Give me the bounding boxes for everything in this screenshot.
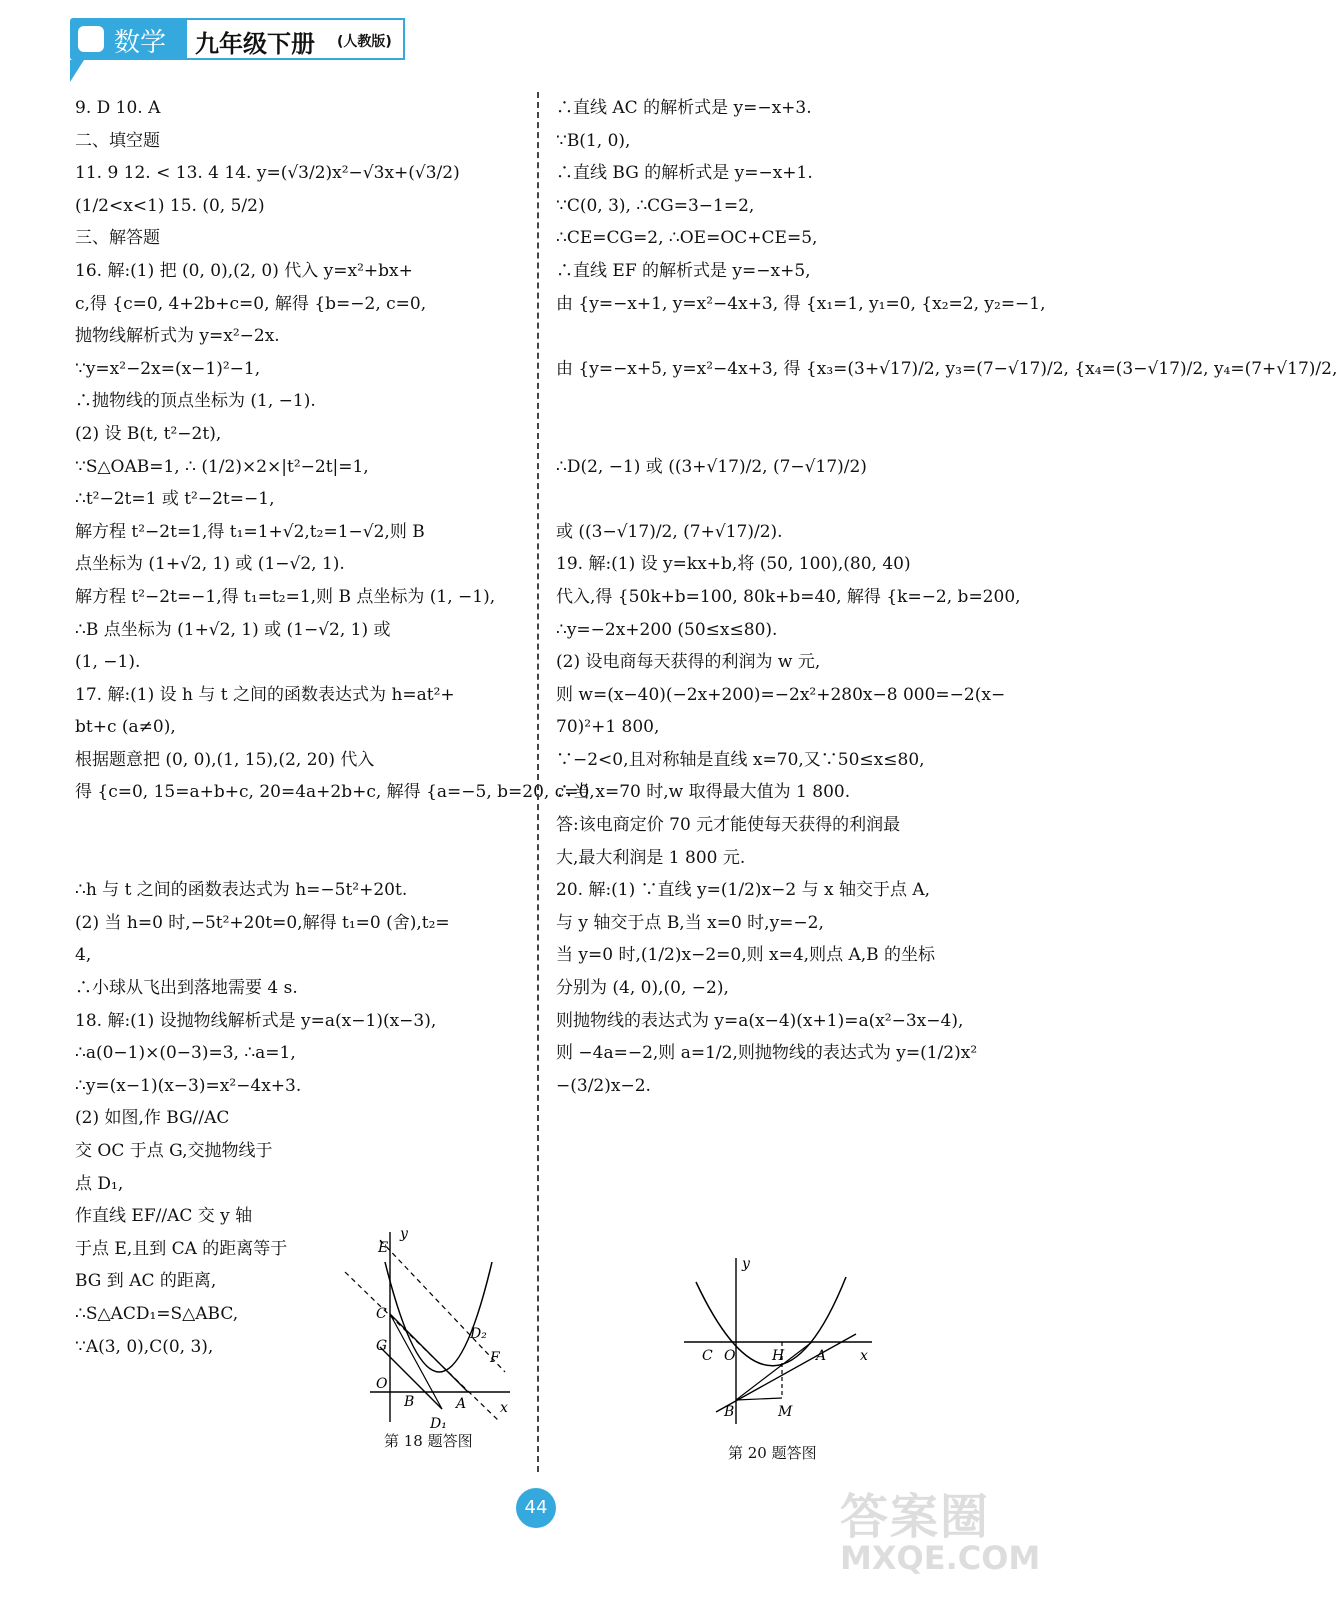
text-line: ∵−2<0,且对称轴是直线 x=70,又∵50≤x≤80, xyxy=(556,749,925,770)
text-line xyxy=(556,320,1001,353)
text-line: 由 {y=−x+5, y=x²−4x+3, 得 {x₃=(3+√17)/2, y₃=(7−√17)/2, {x₄=(3−√17)/2, y₄=(7+√17)/2, xyxy=(556,358,1337,379)
text-line: 代入,得 {50k+b=100, 80k+b=40, 解得 {k=−2, b=200, xyxy=(556,586,1021,607)
book-icon xyxy=(78,26,104,52)
text-line: −(3/2)x−2. xyxy=(556,1075,651,1096)
text-line: ∵S△OAB=1, ∴ (1/2)×2×|t²−2t|=1, xyxy=(75,456,369,477)
text-line: ∴D(2, −1) 或 ((3+√17)/2, (7−√17)/2) xyxy=(556,456,867,477)
fig18-label-f: F xyxy=(490,1350,500,1366)
text-line: ∴小球从飞出到落地需要 4 s. xyxy=(75,978,298,999)
text-line: ∴S△ACD₁=S△ABC, xyxy=(75,1303,239,1324)
text-line: c,得 {c=0, 4+2b+c=0, 解得 {b=−2, c=0, xyxy=(75,293,427,314)
text-line: 或 ((3−√17)/2, (7+√17)/2). xyxy=(556,521,783,542)
text-line: 11. 9 12. < 13. 4 14. y=(√3/2)x²−√3x+(√3/2) xyxy=(75,163,460,184)
site-watermark xyxy=(840,1478,1041,1588)
text-line: 9. D 10. A xyxy=(75,98,161,118)
fig20-label-m: M xyxy=(778,1404,793,1420)
text-line: ∴当 x=70 时,w 取得最大值为 1 800. xyxy=(556,782,851,803)
text-line: ∵B(1, 0), xyxy=(556,130,631,151)
fig18-label-y: y xyxy=(400,1226,408,1242)
text-line: 则 −4a=−2,则 a=1/2,则抛物线的表达式为 y=(1/2)x² xyxy=(556,1043,978,1064)
subject-tab xyxy=(70,18,185,60)
text-line: 抛物线解析式为 y=x²−2x. xyxy=(75,326,280,347)
text-line: 20. 解:(1) ∵直线 y=(1/2)x−2 与 x 轴交于点 A, xyxy=(556,880,931,901)
text-line: 交 OC 于点 G,交抛物线于 xyxy=(75,1141,273,1161)
text-line: 得 {c=0, 15=a+b+c, 20=4a+2b+c, 解得 {a=−5, b=20, c=0, xyxy=(75,782,595,803)
edition-label: (人教版) xyxy=(337,34,392,50)
fig18-label-d2: D₂ xyxy=(470,1326,487,1342)
text-line: (2) 设电商每天获得的利润为 w 元, xyxy=(556,652,821,673)
text-line: ∴直线 AC 的解析式是 y=−x+3. xyxy=(556,98,812,118)
fig18-label-g: G xyxy=(376,1338,388,1354)
text-line: ∴y=−2x+200 (50≤x≤80). xyxy=(556,619,778,640)
fig18-label-d1: D₁ xyxy=(430,1416,447,1432)
text-line: 根据题意把 (0, 0),(1, 15),(2, 20) 代入 xyxy=(75,749,375,770)
text-line: 18. 解:(1) 设抛物线解析式是 y=a(x−1)(x−3), xyxy=(75,1010,437,1031)
text-line: 4, xyxy=(75,945,92,966)
text-line: (2) 设 B(t, t²−2t), xyxy=(75,423,222,444)
subject-label: 数学 xyxy=(114,28,167,58)
column-divider xyxy=(537,92,539,1472)
fig20-label-x: x xyxy=(860,1348,868,1364)
text-line: 与 y 轴交于点 B,当 x=0 时,y=−2, xyxy=(556,912,824,933)
page-number: 44 xyxy=(516,1488,556,1528)
text-line: ∴抛物线的顶点坐标为 (1, −1). xyxy=(75,391,316,412)
text-line: 则抛物线的表达式为 y=a(x−4)(x+1)=a(x²−3x−4), xyxy=(556,1010,964,1031)
fig18-label-e: E xyxy=(378,1240,389,1256)
fig20-label-o: O xyxy=(724,1348,736,1364)
text-line: 当 y=0 时,(1/2)x−2=0,则 x=4,则点 A,B 的坐标 xyxy=(556,945,936,966)
text-line: (2) 当 h=0 时,−5t²+20t=0,解得 t₁=0 (舍),t₂= xyxy=(75,912,450,933)
text-line: 则 w=(x−40)(−2x+200)=−2x²+280x−8 000=−2(x− xyxy=(556,684,1006,705)
text-line: bt+c (a≠0), xyxy=(75,717,176,738)
grade-tab xyxy=(185,18,405,60)
fig20-label-y: y xyxy=(742,1256,750,1272)
text-line xyxy=(556,385,1001,418)
text-line: 答:该电商定价 70 元才能使每天获得的利润最 xyxy=(556,815,901,836)
text-line: (1, −1). xyxy=(75,652,141,673)
page-header xyxy=(70,14,410,84)
figure-18-caption: 第 18 题答图 xyxy=(384,1432,473,1450)
text-line: ∴y=(x−1)(x−3)=x²−4x+3. xyxy=(75,1075,302,1096)
text-line: 三、解答题 xyxy=(75,228,160,249)
fig20-label-a: A xyxy=(816,1348,827,1364)
figure-18-diagram xyxy=(340,1222,520,1432)
text-line xyxy=(556,483,1001,516)
text-line: 由 {y=−x+1, y=x²−4x+3, 得 {x₁=1, y₁=0, {x₂=2, y₂=−1, xyxy=(556,293,1046,314)
text-line: ∴B 点坐标为 (1+√2, 1) 或 (1−√2, 1) 或 xyxy=(75,619,391,640)
text-line: 19. 解:(1) 设 y=kx+b,将 (50, 100),(80, 40) xyxy=(556,554,911,575)
fig20-label-b: B xyxy=(724,1404,735,1420)
text-line: 解方程 t²−2t=−1,得 t₁=t₂=1,则 B 点坐标为 (1, −1), xyxy=(75,586,496,607)
figure-20-caption: 第 20 题答图 xyxy=(728,1444,817,1462)
text-line: ∴CE=CG=2, ∴OE=OC+CE=5, xyxy=(556,228,818,249)
text-line: BG 到 AC 的距离, xyxy=(75,1271,217,1292)
text-line: 作直线 EF//AC 交 y 轴 xyxy=(75,1206,253,1227)
text-line: (1/2<x<1) 15. (0, 5/2) xyxy=(75,195,265,216)
text-line: 分别为 (4, 0),(0, −2), xyxy=(556,978,729,999)
header-tail-decoration xyxy=(70,60,84,82)
text-line: ∵A(3, 0),C(0, 3), xyxy=(75,1336,214,1357)
text-line: 点 D₁, xyxy=(75,1173,124,1194)
fig18-label-a: A xyxy=(456,1396,467,1412)
grade-label: 九年级下册 xyxy=(195,30,315,58)
text-line xyxy=(75,842,520,875)
text-line: 16. 解:(1) 把 (0, 0),(2, 0) 代入 y=x²+bx+ xyxy=(75,260,413,281)
text-line: 70)²+1 800, xyxy=(556,717,660,738)
fig18-label-x: x xyxy=(500,1400,508,1416)
fig18-label-c: C xyxy=(376,1306,387,1322)
fig20-label-c: C xyxy=(702,1348,713,1364)
text-line xyxy=(556,418,1001,451)
text-line: ∴a(0−1)×(0−3)=3, ∴a=1, xyxy=(75,1043,296,1064)
fig18-label-b: B xyxy=(404,1394,415,1410)
watermark-url: MXQE.COM xyxy=(840,1539,1041,1577)
right-column xyxy=(556,92,1337,1102)
text-line xyxy=(75,809,520,842)
text-line: ∵y=x²−2x=(x−1)²−1, xyxy=(75,358,261,379)
fig20-label-h: H xyxy=(772,1348,785,1364)
text-line: ∵C(0, 3), ∴CG=3−1=2, xyxy=(556,195,755,216)
text-line: ∴h 与 t 之间的函数表达式为 h=−5t²+20t. xyxy=(75,880,408,901)
text-line: 大,最大利润是 1 800 元. xyxy=(556,847,746,868)
fig18-label-o: O xyxy=(376,1376,388,1392)
text-line: 二、填空题 xyxy=(75,130,160,151)
text-line: ∴t²−2t=1 或 t²−2t=−1, xyxy=(75,489,275,510)
text-line: 解方程 t²−2t=1,得 t₁=1+√2,t₂=1−√2,则 B xyxy=(75,521,425,542)
figure-20-diagram xyxy=(676,1252,876,1427)
text-line: 17. 解:(1) 设 h 与 t 之间的函数表达式为 h=at²+ xyxy=(75,684,455,705)
text-line: 点坐标为 (1+√2, 1) 或 (1−√2, 1). xyxy=(75,554,345,575)
text-line: ∴直线 EF 的解析式是 y=−x+5, xyxy=(556,260,811,281)
text-line: 于点 E,且到 CA 的距离等于 xyxy=(75,1238,288,1259)
text-line: (2) 如图,作 BG//AC xyxy=(75,1108,230,1129)
text-line: ∴直线 BG 的解析式是 y=−x+1. xyxy=(556,163,813,184)
watermark-title: 答案圈 xyxy=(840,1489,991,1545)
